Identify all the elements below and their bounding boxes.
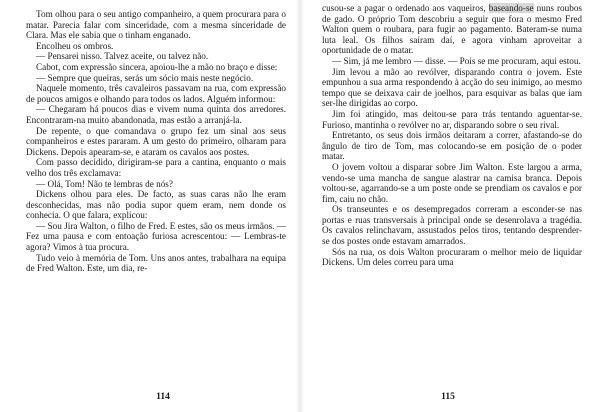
page-number: 115	[441, 392, 455, 402]
paragraph: — Pensarei nisso. Talvez aceite, ou talvez não.	[36, 51, 209, 62]
paragraph: Jim foi atingido, mas deitou-se para trás tentando aguentar-se. Furioso, mantinha o revólver no ar, disparando sobre o seu rival.	[322, 108, 582, 130]
right-page-text	[322, 3, 582, 268]
paragraph: Tudo veio à memória de Tom. Uns anos antes, trabalhara na equipa de Fred Walton. Este, um dia, re-	[26, 252, 286, 274]
paragraph: Jim levou a mão ao revólver, disparando contra o jovem. Este empunhou a sua arma respondendo à acção do seu inimigo, ao mesmo tempo que se deixava cair de joelhos, para esquivar as balas que iam ser-lhe dirigidas ao corpo.	[322, 66, 582, 109]
paragraph: — Olá, Tom! Não te lembras de nós?	[36, 178, 173, 189]
paragraph: — Chegaram há poucos dias e vivem numa quinta dos arredores. Encontraram-na muito abandonada, mas estão a arranjá-la.	[26, 104, 286, 125]
left-page-text	[26, 9, 286, 274]
paragraph: — Sim, já me lembro — disse. — Pois se me procuram, aqui estou.	[332, 55, 581, 66]
highlighted-word: baseando-se	[488, 3, 534, 13]
continued-text: cusou-se a pagar o ordenado aos vaqueiros,	[322, 3, 489, 13]
paragraph: Cabot, com expressão sincera, apoiou-lhe a mão no braço e disse:	[36, 61, 278, 72]
paragraph: Tom olhou para o seu antigo companheiro, a quem procurara para o matar. Parecia falar com sinceridade, com a mesma sinceridade de Clara. Mas ele sabia que o tinham enganado.	[26, 9, 286, 41]
continued-text-rest: nuns roubos de gado. O próprio Tom descobriu a seguir que fora o mesmo Fred Walton quem o roubara, para fugir ao pagamento. Bateram-se numa luta leal. Os filhos saíram daí, e agora vinham aproveitar a oportunidade de o matar.	[322, 3, 583, 56]
paragraph: Os transeuntes e os desempregados correram a esconder-se nas portas e ruas transversais à principal onde se desenrolava a tragédia. Os cavalos relinchavam, assustados pelos tiros, tentando desprender-se dos postes onde estavam amarrados.	[322, 204, 582, 247]
continued-paragraph	[322, 3, 582, 56]
paragraph: — Sempre que queiras, serás um sócio mais neste negócio.	[36, 72, 254, 83]
paragraph: Encolheu os ombros.	[36, 40, 114, 51]
paragraph: Com passo decidido, dirigiram-se para a cantina, enquanto o mais velho dos três exclamava:	[26, 157, 286, 178]
right-page	[300, 0, 600, 412]
paragraph: De repente, o que comandava o grupo fez um sinal aos seus companheiros e estes pararam. A um gesto do primeiro, olharam para Dickens. Depois apearam-se, e ataram os cavalos aos postes.	[26, 125, 286, 157]
paragraph: Entretanto, os seus dois irmãos deitaram a correr, afastando-se do ângulo de tiro de Tom, mas colocando-se em posição de o poder matar.	[322, 130, 582, 162]
paragraph: Naquele momento, três cavaleiros passavam na rua, com expressão de poucos amigos e olhando para todos os lados. Alguém informou:	[26, 83, 286, 104]
paragraph: Dickens olhou para eles. De facto, as suas caras não lhe eram desconhecidas, mas não podia supor quem eram, nem donde os conhecia. O que falara, explicou:	[26, 189, 286, 221]
page-number: 114	[156, 392, 170, 402]
paragraph: — Sou Jira Walton, o filho de Fred. E estes, são os meus irmãos. — Fez uma pausa e com entoação furiosa acrescentou: — Lembras-te agora? Vimos à tua procura.	[26, 220, 286, 253]
paragraph: O jovem voltou a disparar sobre Jim Walton. Este largou a arma, vendo-se uma mancha de sangue alastrar na camisa branca. Depois voltou-se, agarrando-se a um poste onde se prendiam os cavalos e por fim, caiu no chão.	[322, 161, 582, 204]
paragraph: Sós na rua, os dois Walton procuraram o melhor meio de liquidar Dickens. Um deles correu para uma	[322, 246, 582, 268]
